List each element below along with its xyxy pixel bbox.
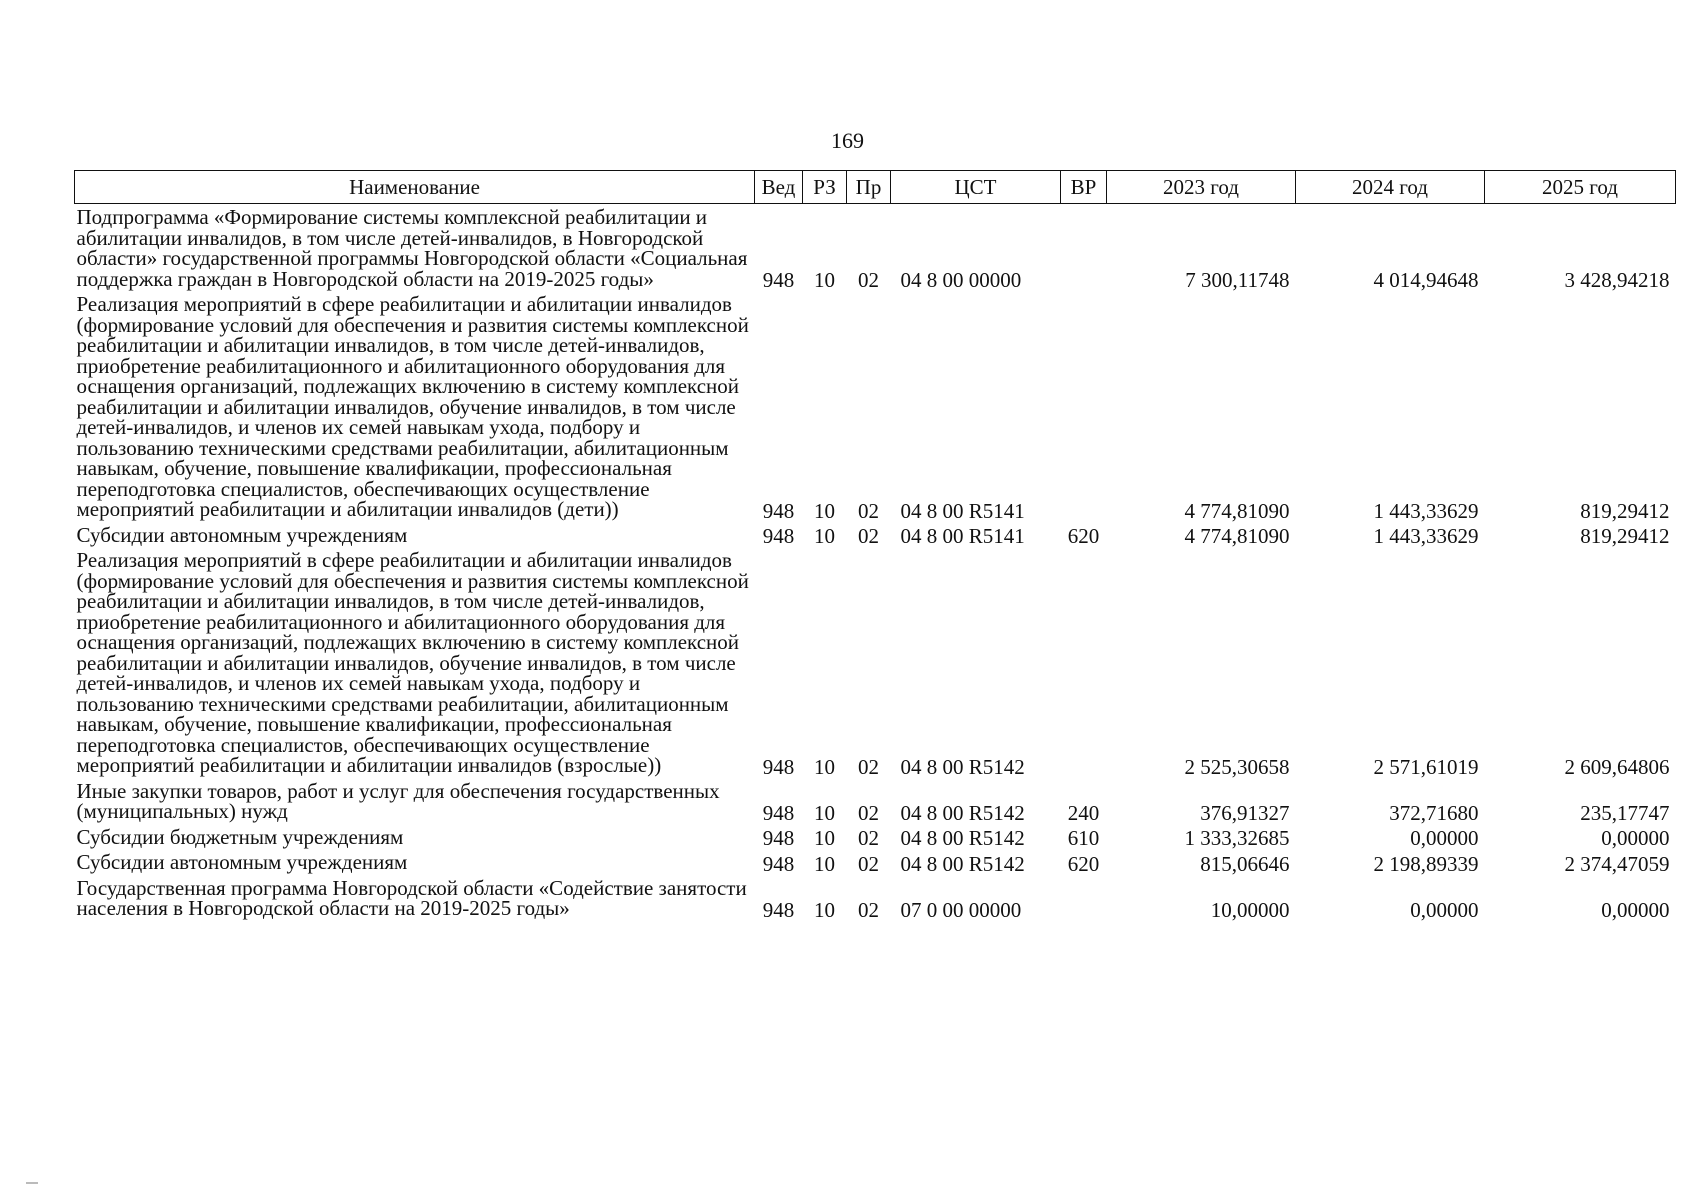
row-vr: 240 bbox=[1067, 800, 1100, 825]
row-2024: 1 443,33629 bbox=[1373, 498, 1479, 523]
row-cst: 04 8 00 R5141 bbox=[900, 498, 1025, 523]
row-2025: 0,00000 bbox=[1601, 897, 1670, 922]
row-2023: 1 333,32685 bbox=[1184, 826, 1290, 850]
row-vr bbox=[1061, 875, 1107, 921]
row-2024: 2 571,61019 bbox=[1373, 754, 1479, 779]
row-name: Реализация мероприятий в сфере реабилитации и абилитации инвалидов (формирование условий для обеспечения и развития системы комплексной реабилитации и абилитации инвалидов, в том числе детей-инвалидов, приобретение реабилитационного и абилитационного оборудования для оснащения организаций, подлежащих включению в систему комплексной реабилитации и абилитации инвалидов, обучение инвалидов, в том числе детей-инвалидов, и членов их семей навыкам ухода, подбору и пользованию техническими средствами реабилитации, абилитационным навыкам, обучение, повышение квалификации, профессиональная переподготовка специалистов, обеспечивающих осуществление мероприятий реабилитации и абилитации инвалидов (дети)) bbox=[76, 292, 749, 521]
row-2023: 376,91327 bbox=[1200, 800, 1290, 825]
row-2024: 1 443,33629 bbox=[1373, 524, 1479, 548]
header-2024: 2024 год bbox=[1296, 171, 1485, 204]
row-name: Подпрограмма «Формирование системы комплексной реабилитации и абилитации инвалидов, в том числе детей-инвалидов, в Новгородской области» государственной программы Новгородской области «Социальная поддержка граждан в Новгородской области на 2019-2025 годы» bbox=[76, 205, 748, 291]
header-vr: ВР bbox=[1061, 171, 1107, 204]
row-rz: 10 bbox=[814, 268, 835, 292]
row-vr bbox=[1061, 204, 1107, 292]
row-rz: 10 bbox=[814, 524, 835, 548]
row-vr: 620 bbox=[1067, 524, 1100, 548]
table-row bbox=[75, 778, 1676, 824]
row-2023: 7 300,11748 bbox=[1185, 268, 1290, 292]
header-ved: Вед bbox=[755, 171, 803, 204]
row-ved: 948 bbox=[762, 826, 795, 850]
row-rz: 10 bbox=[814, 800, 835, 825]
row-ved: 948 bbox=[762, 897, 795, 922]
row-2023: 815,06646 bbox=[1200, 851, 1290, 876]
row-pr: 02 bbox=[858, 897, 879, 922]
row-pr: 02 bbox=[858, 826, 879, 850]
row-pr: 02 bbox=[858, 524, 879, 548]
header-2025: 2025 год bbox=[1485, 171, 1676, 204]
table-row bbox=[75, 204, 1676, 292]
row-2025: 2 374,47059 bbox=[1564, 851, 1670, 876]
row-rz: 10 bbox=[814, 851, 835, 876]
table-row bbox=[75, 875, 1676, 921]
row-2023: 2 525,30658 bbox=[1184, 754, 1290, 779]
row-ved: 948 bbox=[762, 800, 795, 825]
row-name: Субсидии бюджетным учреждениям bbox=[76, 824, 404, 849]
row-2025: 3 428,94218 bbox=[1564, 268, 1670, 292]
table-row bbox=[75, 547, 1676, 778]
row-2024: 0,00000 bbox=[1410, 826, 1479, 850]
table-row bbox=[75, 824, 1676, 850]
row-2024: 2 198,89339 bbox=[1373, 851, 1479, 876]
row-ved: 948 bbox=[762, 851, 795, 876]
row-2025: 819,29412 bbox=[1580, 498, 1670, 523]
row-rz: 10 bbox=[814, 897, 835, 922]
row-ved: 948 bbox=[762, 498, 795, 523]
row-rz: 10 bbox=[814, 826, 835, 850]
table-row bbox=[75, 849, 1676, 875]
row-2025: 819,29412 bbox=[1580, 524, 1670, 548]
row-pr: 02 bbox=[858, 498, 879, 523]
row-2025: 2 609,64806 bbox=[1564, 754, 1670, 779]
row-name: Субсидии автономным учреждениям bbox=[76, 850, 408, 874]
row-name: Реализация мероприятий в сфере реабилитации и абилитации инвалидов (формирование условий для обеспечения и развития системы комплексной реабилитации и абилитации инвалидов, в том числе детей-инвалидов, приобретение реабилитационного и абилитационного оборудования для оснащения организаций, подлежащих включению в систему комплексной реабилитации и абилитации инвалидов, обучение инвалидов, в том числе детей-инвалидов, и членов их семей навыкам ухода, подбору и пользованию техническими средствами реабилитации, абилитационным навыкам, обучение, повышение квалификации, профессиональная переподготовка специалистов, обеспечивающих осуществление мероприятий реабилитации и абилитации инвалидов (взрослые)) bbox=[76, 548, 749, 777]
row-vr bbox=[1061, 291, 1107, 522]
header-name: Наименование bbox=[75, 171, 755, 204]
budget-table bbox=[74, 170, 1676, 921]
row-pr: 02 bbox=[858, 754, 879, 779]
scan-artifact bbox=[26, 1182, 38, 1184]
header-pr: Пр bbox=[847, 171, 891, 204]
row-2024: 372,71680 bbox=[1389, 800, 1479, 825]
row-cst: 04 8 00 R5142 bbox=[900, 754, 1025, 779]
row-cst: 04 8 00 R5142 bbox=[900, 826, 1025, 850]
table-row bbox=[75, 291, 1676, 522]
row-2023: 10,00000 bbox=[1210, 897, 1290, 922]
row-cst: 07 0 00 00000 bbox=[900, 897, 1022, 922]
row-name: Государственная программа Новгородской области «Содействие занятости населения в Новгородской области на 2019-2025 годы» bbox=[76, 875, 747, 920]
row-2023: 4 774,81090 bbox=[1184, 498, 1290, 523]
row-cst: 04 8 00 R5142 bbox=[900, 851, 1025, 876]
row-2023: 4 774,81090 bbox=[1184, 524, 1290, 548]
row-name: Иные закупки товаров, работ и услуг для обеспечения государственных (муниципальных) нужд bbox=[76, 778, 720, 823]
row-ved: 948 bbox=[762, 754, 795, 779]
header-rz: РЗ bbox=[803, 171, 847, 204]
table-header-row bbox=[75, 171, 1676, 204]
row-pr: 02 bbox=[858, 800, 879, 825]
header-2023: 2023 год bbox=[1107, 171, 1296, 204]
row-rz: 10 bbox=[814, 498, 835, 523]
row-ved: 948 bbox=[762, 268, 795, 292]
row-vr: 610 bbox=[1067, 826, 1100, 850]
row-pr: 02 bbox=[858, 268, 879, 292]
row-2025: 0,00000 bbox=[1601, 826, 1670, 850]
row-2024: 0,00000 bbox=[1410, 897, 1479, 922]
row-name: Субсидии автономным учреждениям bbox=[76, 522, 408, 547]
row-vr: 620 bbox=[1067, 851, 1100, 876]
header-cst: ЦСТ bbox=[891, 171, 1061, 204]
row-2024: 4 014,94648 bbox=[1373, 268, 1479, 292]
row-ved: 948 bbox=[762, 524, 795, 548]
row-cst: 04 8 00 00000 bbox=[900, 268, 1022, 292]
row-2025: 235,17747 bbox=[1580, 800, 1670, 825]
row-cst: 04 8 00 R5142 bbox=[900, 800, 1025, 825]
table-row bbox=[75, 522, 1676, 548]
row-vr bbox=[1061, 547, 1107, 778]
page-number: 169 bbox=[831, 128, 864, 153]
row-rz: 10 bbox=[814, 754, 835, 779]
row-pr: 02 bbox=[858, 851, 879, 876]
row-cst: 04 8 00 R5141 bbox=[900, 524, 1025, 548]
